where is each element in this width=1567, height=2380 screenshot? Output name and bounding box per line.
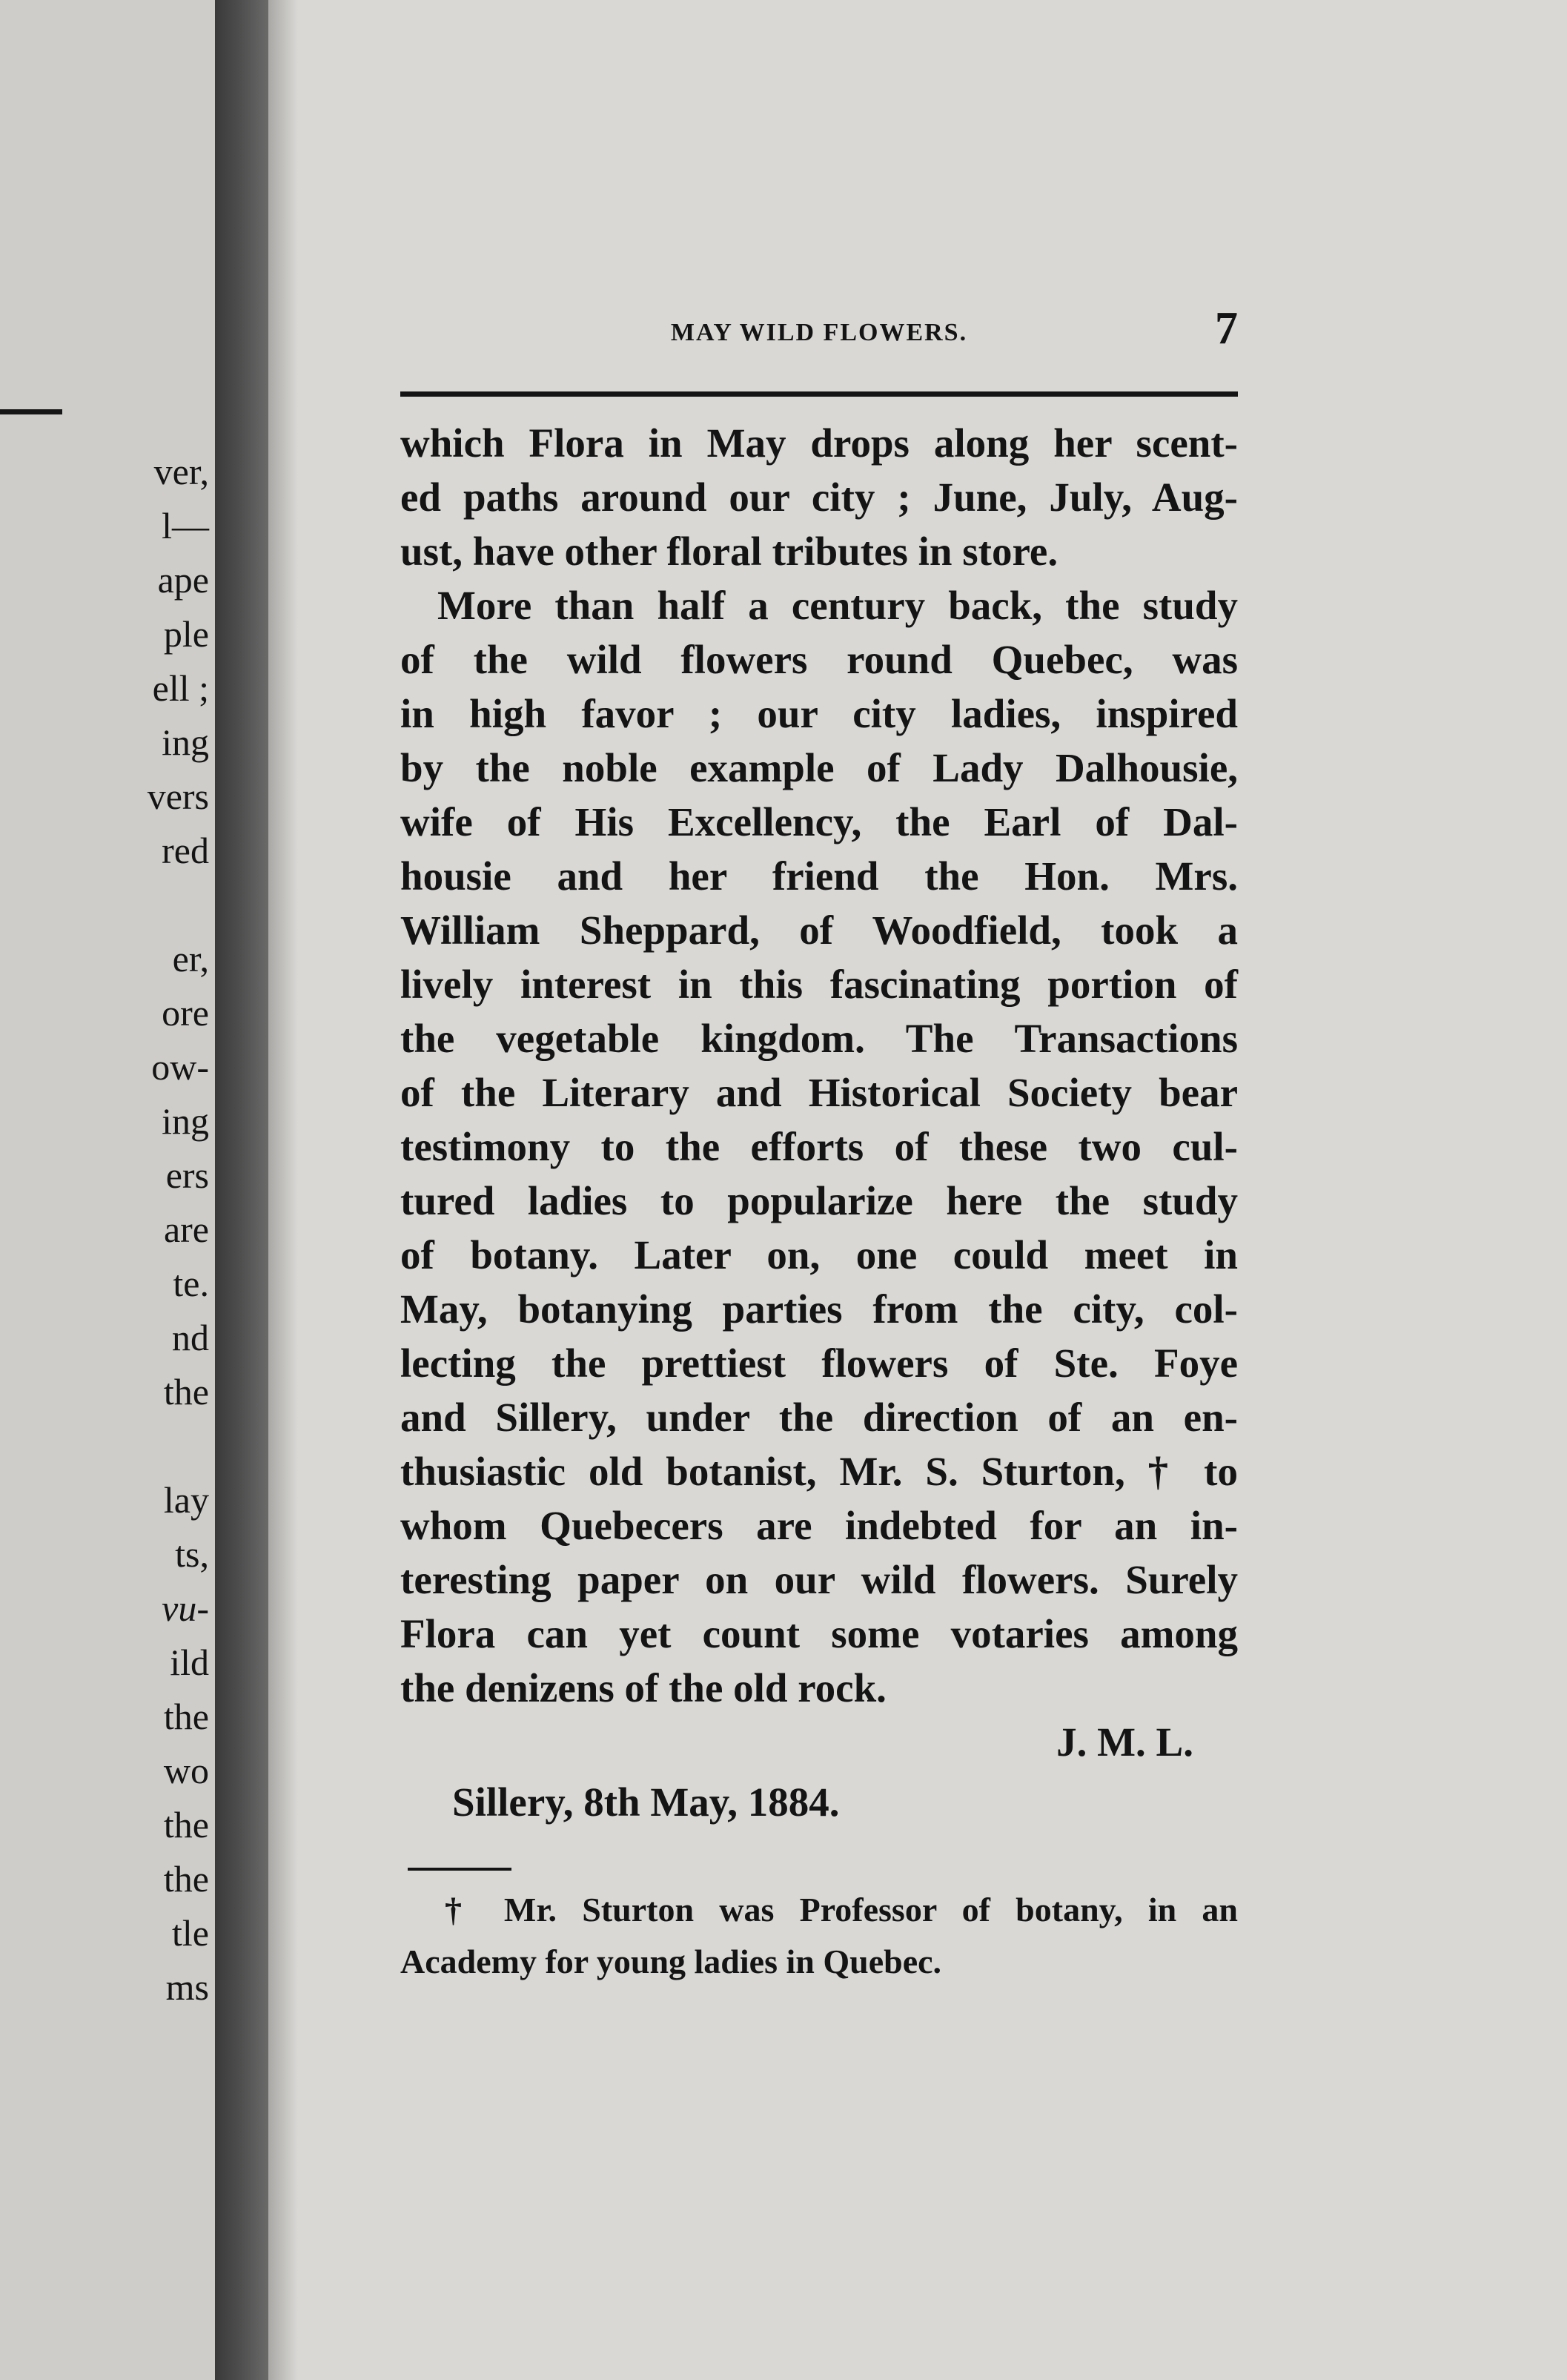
text-line: and Sillery, under the direction of an en-	[400, 1395, 1238, 1440]
facing-page-text-fragments	[148, 445, 209, 2014]
fragment: ell ;	[152, 667, 209, 709]
page-number: 7	[1215, 303, 1238, 354]
dateline: Sillery, 8th May, 1884.	[452, 1779, 840, 1825]
text-line: the denizens of the old rock.	[400, 1665, 887, 1710]
fragment-gap	[148, 878, 209, 932]
footnote	[400, 1884, 1238, 1988]
text-line: Flora can yet count some votaries among	[400, 1611, 1238, 1656]
fragment: ild	[170, 1642, 209, 1683]
fragment: ow-	[151, 1046, 209, 1088]
text-line: by the noble example of Lady Dalhousie,	[400, 745, 1238, 790]
footnote-line: † Mr. Sturton was Professor of botany, in an	[445, 1891, 1238, 1928]
text-line: ed paths around our city ; June, July, Aug-	[400, 475, 1238, 520]
fragment: l—	[162, 505, 209, 546]
fragment: red	[162, 830, 209, 871]
footnote-line: Academy for young ladies in Quebec.	[400, 1943, 942, 1980]
fragment: are	[163, 1209, 209, 1250]
text-line: testimony to the efforts of these two cul-	[400, 1124, 1238, 1169]
fragment: ore	[162, 992, 209, 1034]
text-line: whom Quebecers are indebted for an in-	[400, 1503, 1238, 1548]
text-line: lecting the prettiest flowers of Ste. Foye	[400, 1341, 1238, 1386]
fragment: the	[163, 1696, 209, 1737]
fragment-gap	[148, 1419, 209, 1473]
fragment: ts,	[175, 1533, 209, 1575]
text-line: William Sheppard, of Woodfield, took a	[400, 908, 1238, 953]
text-line: of botany. Later on, one could meet in	[400, 1232, 1238, 1277]
signature: J. M. L.	[1056, 1719, 1193, 1765]
fragment: ers	[165, 1154, 209, 1196]
facing-page-rule	[0, 409, 62, 414]
text-line: thusiastic old botanist, Mr. S. Sturton, † to	[400, 1449, 1238, 1494]
text-line: wife of His Excellency, the Earl of Dal-	[400, 799, 1238, 844]
fragment: vers	[147, 776, 209, 817]
text-line: teresting paper on our wild flowers. Surely	[400, 1557, 1238, 1602]
facing-page-edge	[0, 0, 215, 2380]
fragment: the	[163, 1371, 209, 1412]
fragment: ape	[157, 559, 209, 601]
header-rule	[400, 391, 1238, 397]
running-title: MAY WILD FLOWERS.	[670, 319, 968, 346]
text-line: in high favor ; our city ladies, inspired	[400, 691, 1238, 736]
text-line: which Flora in May drops along her scent-	[400, 420, 1238, 466]
text-line: ust, have other floral tributes in store.	[400, 529, 1059, 574]
fragment: lay	[163, 1479, 209, 1521]
fragment: wo	[163, 1750, 209, 1791]
fragment: tle	[172, 1912, 209, 1954]
fragment: er,	[172, 938, 209, 979]
body-text	[400, 416, 1238, 1715]
footnote-rule	[408, 1868, 511, 1871]
text-line: the vegetable kingdom. The Transactions	[400, 1016, 1238, 1061]
fragment: ing	[162, 721, 209, 763]
gutter-shadow	[268, 0, 298, 2380]
text-line: lively interest in this fascinating portion of	[400, 962, 1238, 1007]
fragment: te.	[173, 1263, 209, 1304]
fragment: ple	[163, 613, 209, 655]
fragment: ver,	[153, 451, 209, 492]
text-line: More than half a century back, the study	[437, 583, 1238, 628]
fragment: vu-	[162, 1587, 209, 1629]
fragment: the	[163, 1804, 209, 1845]
text-line: tured ladies to popularize here the study	[400, 1178, 1238, 1223]
book-gutter	[215, 0, 268, 2380]
text-line: May, botanying parties from the city, col-	[400, 1286, 1238, 1332]
fragment: the	[163, 1858, 209, 1900]
text-line: of the wild flowers round Quebec, was	[400, 637, 1238, 682]
text-line: housie and her friend the Hon. Mrs.	[400, 853, 1238, 899]
book-page	[400, 297, 1238, 1988]
fragment: nd	[172, 1317, 209, 1358]
fragment: ms	[165, 1966, 209, 2008]
fragment: ing	[162, 1100, 209, 1142]
text-line: of the Literary and Historical Society bear	[400, 1070, 1238, 1115]
running-head	[400, 297, 1238, 356]
